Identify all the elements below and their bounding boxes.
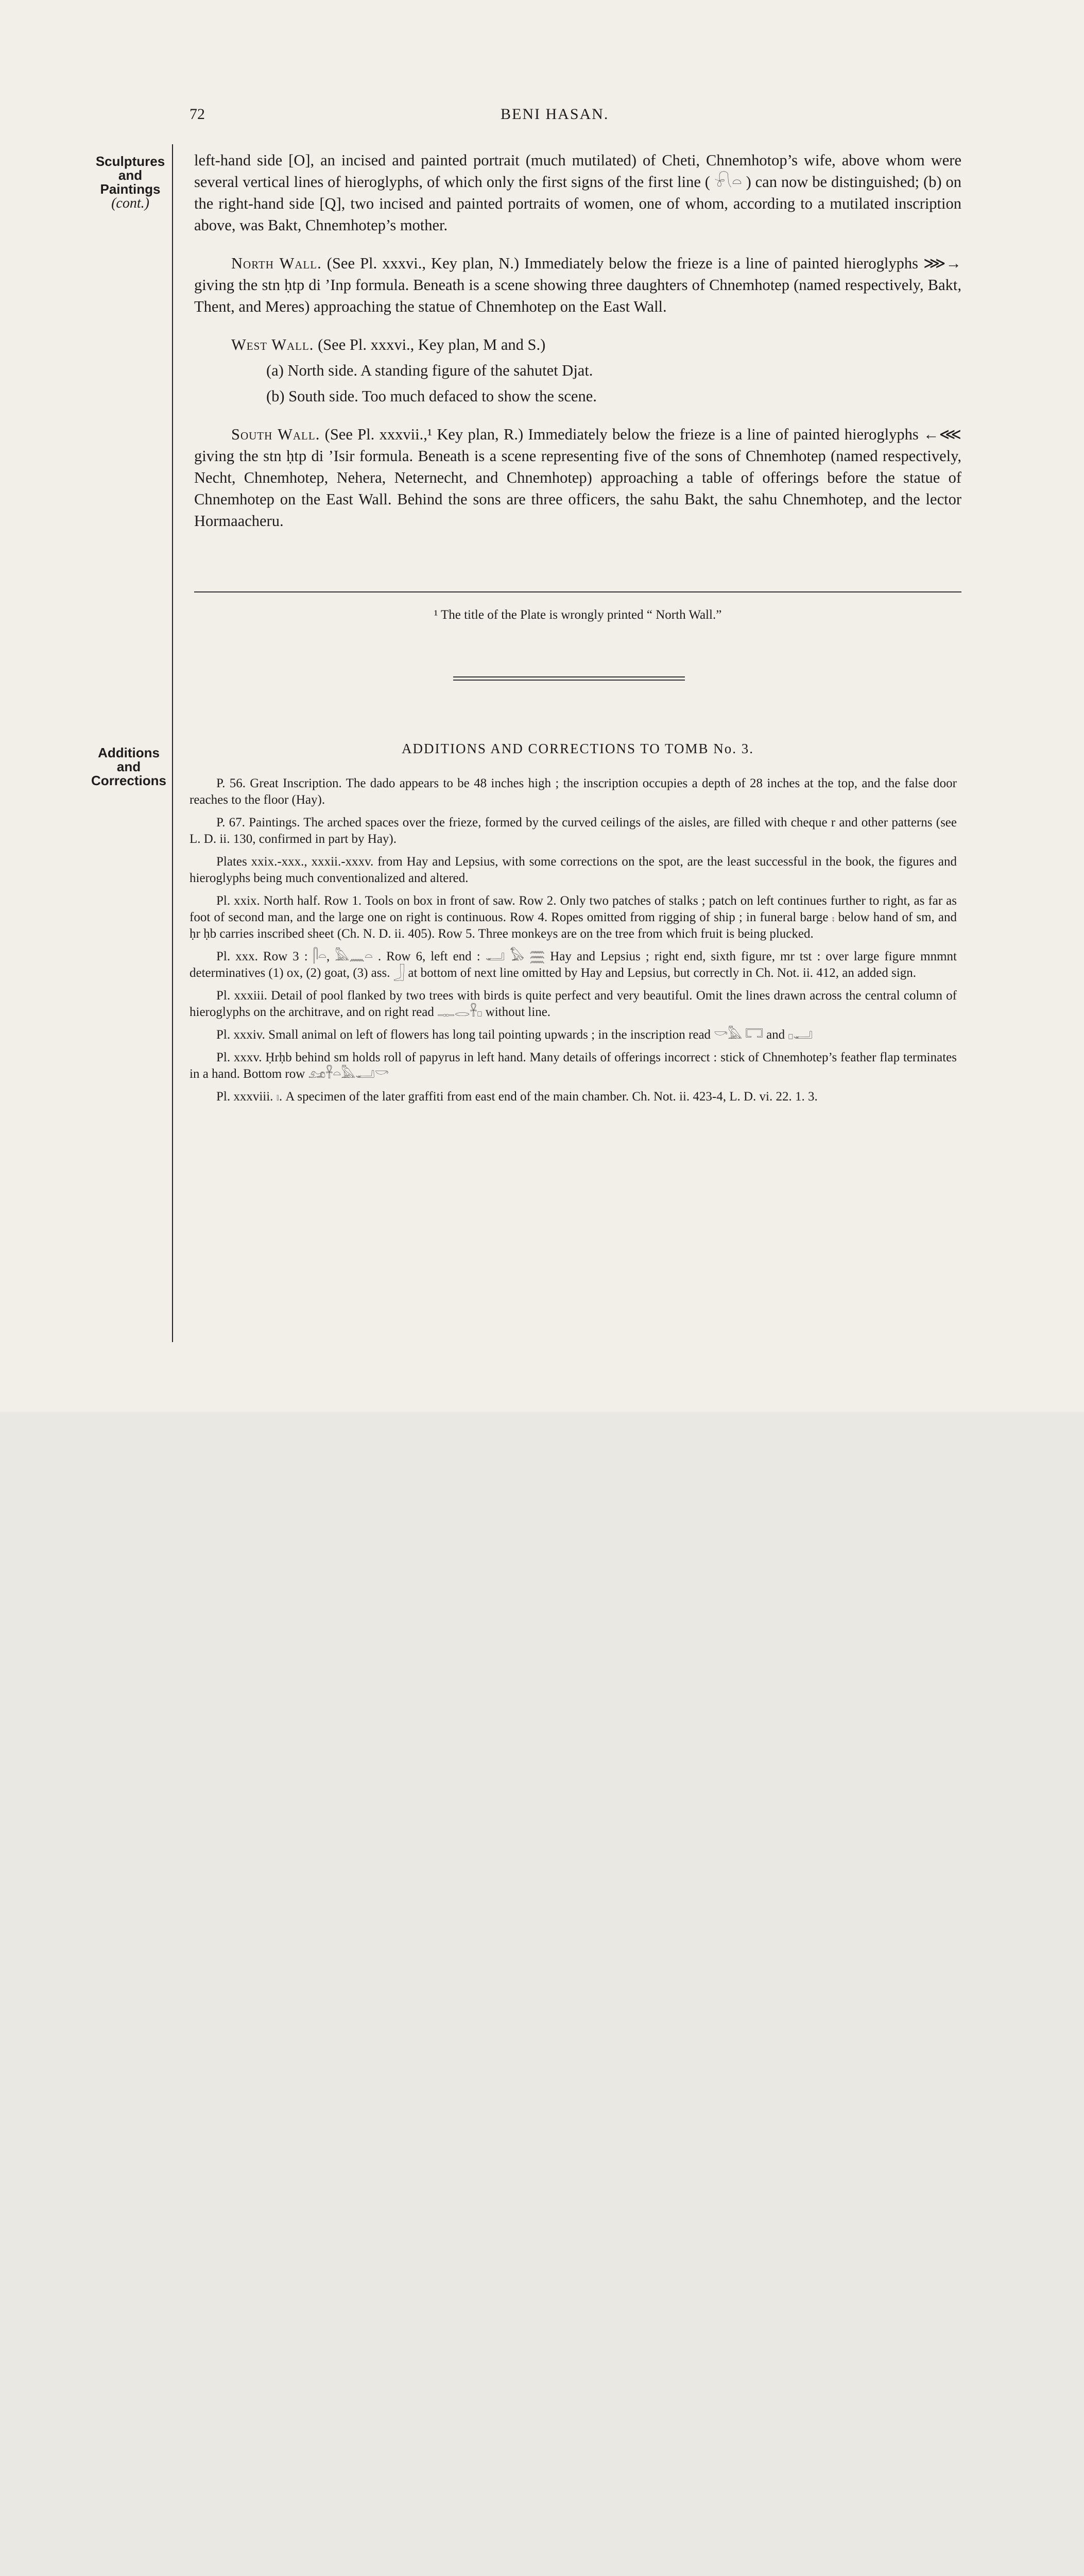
additions-list bbox=[190, 775, 957, 1111]
sidenote-line: and bbox=[118, 167, 143, 183]
addition-item: Pl. xxix. North half. Row 1. Tools on box in front of saw. Row 2. Only two patches of stalks ; patch on left continues further to right, as far as foot of second man, and the large one on right is continuous. Row 4. Ropes omitted from rigging of ship ; in funeral barge ⨾ below hand of sm, and ḥr ḥb carries inscribed sheet (Ch. N. D. ii. 405). Row 5. Three monkeys are on the tree from which fruit is being plucked. bbox=[190, 894, 957, 941]
west-wall-heading: West Wall. bbox=[231, 336, 314, 353]
north-wall-text: (See Pl. xxxvi., Key plan, N.) Immediately below the frieze is a line of painted hieroglyphs ⋙→ giving the stn ḥtp di ’Inp formula. Beneath is a scene showing three daughters of Chnemhotep (named respectively, Bakt, Thent, and Meres) approaching the statue of Chnemhotep on the East Wall. bbox=[194, 255, 961, 315]
addition-item: P. 56. Great Inscription. The dado appears to be 48 inches high ; the inscription occupies a depth of 28 inches at the top, and the false door reaches to the floor (Hay). bbox=[190, 776, 957, 807]
paragraph-south-wall bbox=[194, 423, 961, 532]
west-wall-north-side: (a) North side. A standing figure of the sahutet Djat. bbox=[266, 362, 593, 379]
sidenote-line: Corrections bbox=[91, 773, 166, 788]
footnote: ¹ The title of the Plate is wrongly printed “ North Wall.” bbox=[434, 608, 722, 622]
addition-item: Pl. xxxiii. Detail of pool flanked by two trees with birds is quite perfect and very beautiful. Omit the lines drawn across the central column of hieroglyphs on the architrave, and on right read 𓊃𓂋𓋹𓊪 without line. bbox=[190, 989, 957, 1019]
margin-rule bbox=[172, 144, 173, 1342]
south-wall-text: (See Pl. xxxvii.,¹ Key plan, R.) Immediately below the frieze is a line of painted hieroglyphs ←⋘ giving the stn ḥtp di ’Isir formula. Beneath is a scene representing five of the sons of Chnemhotep (named respectively, Necht, Chnemhotep, Nehera, Neternecht, and Chnemhotep) approaching a table of offerings before the statue of Chnemhotep on the East Wall. Behind the sons are three officers, the sahu Bakt, the sahu Chnemhotep, and the lector Hormaacheru. bbox=[194, 426, 961, 530]
sidenote-line: Additions bbox=[98, 745, 160, 760]
addition-item: Pl. xxxv. Ḥrḥb behind sm holds roll of papyrus in left hand. Many details of offerings incorrect : stick of Chnemhotep’s feather flap terminates in a hand. Bottom row 𓃭𓋹𓏏𓅓𓂝𓎡 bbox=[190, 1050, 957, 1081]
addition-item: P. 67. Paintings. The arched spaces over the frieze, formed by the curved ceilings of the aisles, are filled with cheque r and other patterns (see L. D. ii. 130, confirmed in part by Hay). bbox=[190, 816, 957, 846]
north-wall-heading: North Wall. bbox=[231, 255, 322, 272]
west-wall-text: (See Pl. xxxvi., Key plan, M and S.) bbox=[314, 336, 546, 353]
sidenote-additions bbox=[88, 746, 170, 788]
paragraph-north-wall bbox=[194, 252, 961, 317]
paragraph-west-wall bbox=[194, 334, 961, 355]
sidenote-line: Sculptures bbox=[95, 154, 165, 169]
footnote-rule bbox=[194, 591, 961, 592]
addition-item: Pl. xxxiv. Small animal on left of flowers has long tail pointing upwards ; in the inscription read 𓎡𓅓 𓉐 and 𓊪𓂝 bbox=[216, 1028, 813, 1042]
body-text bbox=[194, 149, 961, 532]
sidenote-line: and bbox=[116, 759, 141, 774]
sidenote-sculptures bbox=[92, 155, 169, 210]
sidenote-line: (cont.) bbox=[111, 195, 149, 211]
addition-item: Plates xxix.-xxx., xxxii.-xxxv. from Hay and Lepsius, with some corrections on the spot, are the least successful in the book, the figures and hieroglyphs being much conventionalized and altered. bbox=[190, 855, 957, 885]
section-title: ADDITIONS AND CORRECTIONS TO TOMB No. 3. bbox=[401, 741, 754, 756]
sidenote-line: Paintings bbox=[100, 181, 161, 197]
running-title: BENI HASAN. bbox=[501, 106, 609, 123]
section-divider bbox=[453, 676, 685, 681]
paragraph-portraits: left-hand side [O], an incised and painted portrait (much mutilated) of Cheti, Chnemhotop’s wife, above whom were several vertical lines of hieroglyphs, of which only the first signs of the first line ( 𓍯𓏏 ) can now be distinguished; (b) on the right-hand side [Q], two incised and painted portraits of women, one of whom, according to a mutilated inscription above, was Bakt, Chnemhotep’s mother. bbox=[194, 151, 961, 234]
viewer-footer bbox=[0, 1412, 1084, 1476]
west-wall-south-side: (b) South side. Too much defaced to show the scene. bbox=[266, 387, 597, 405]
addition-item: Pl. xxx. Row 3 : 𓋴𓏏, 𓅓𓈖𓏏 . Row 6, left end : 𓂝 𓅃 𓈗 Hay and Lepsius ; right end, sixth figure, mr tst : over large figure mnmnt determinatives (1) ox, (2) goat, (3) ass. 𓃀 at bottom of next line omitted by Hay and Lepsius, but correctly in Ch. Not. ii. 412, an added sign. bbox=[190, 950, 957, 980]
addition-item: Pl. xxxviii. 𓏤. A specimen of the later graffiti from east end of the main chamber. Ch. Not. ii. 423-4, L. D. vi. 22. 1. 3. bbox=[216, 1090, 818, 1104]
south-wall-heading: South Wall. bbox=[231, 426, 320, 443]
page-number: 72 bbox=[190, 106, 205, 123]
